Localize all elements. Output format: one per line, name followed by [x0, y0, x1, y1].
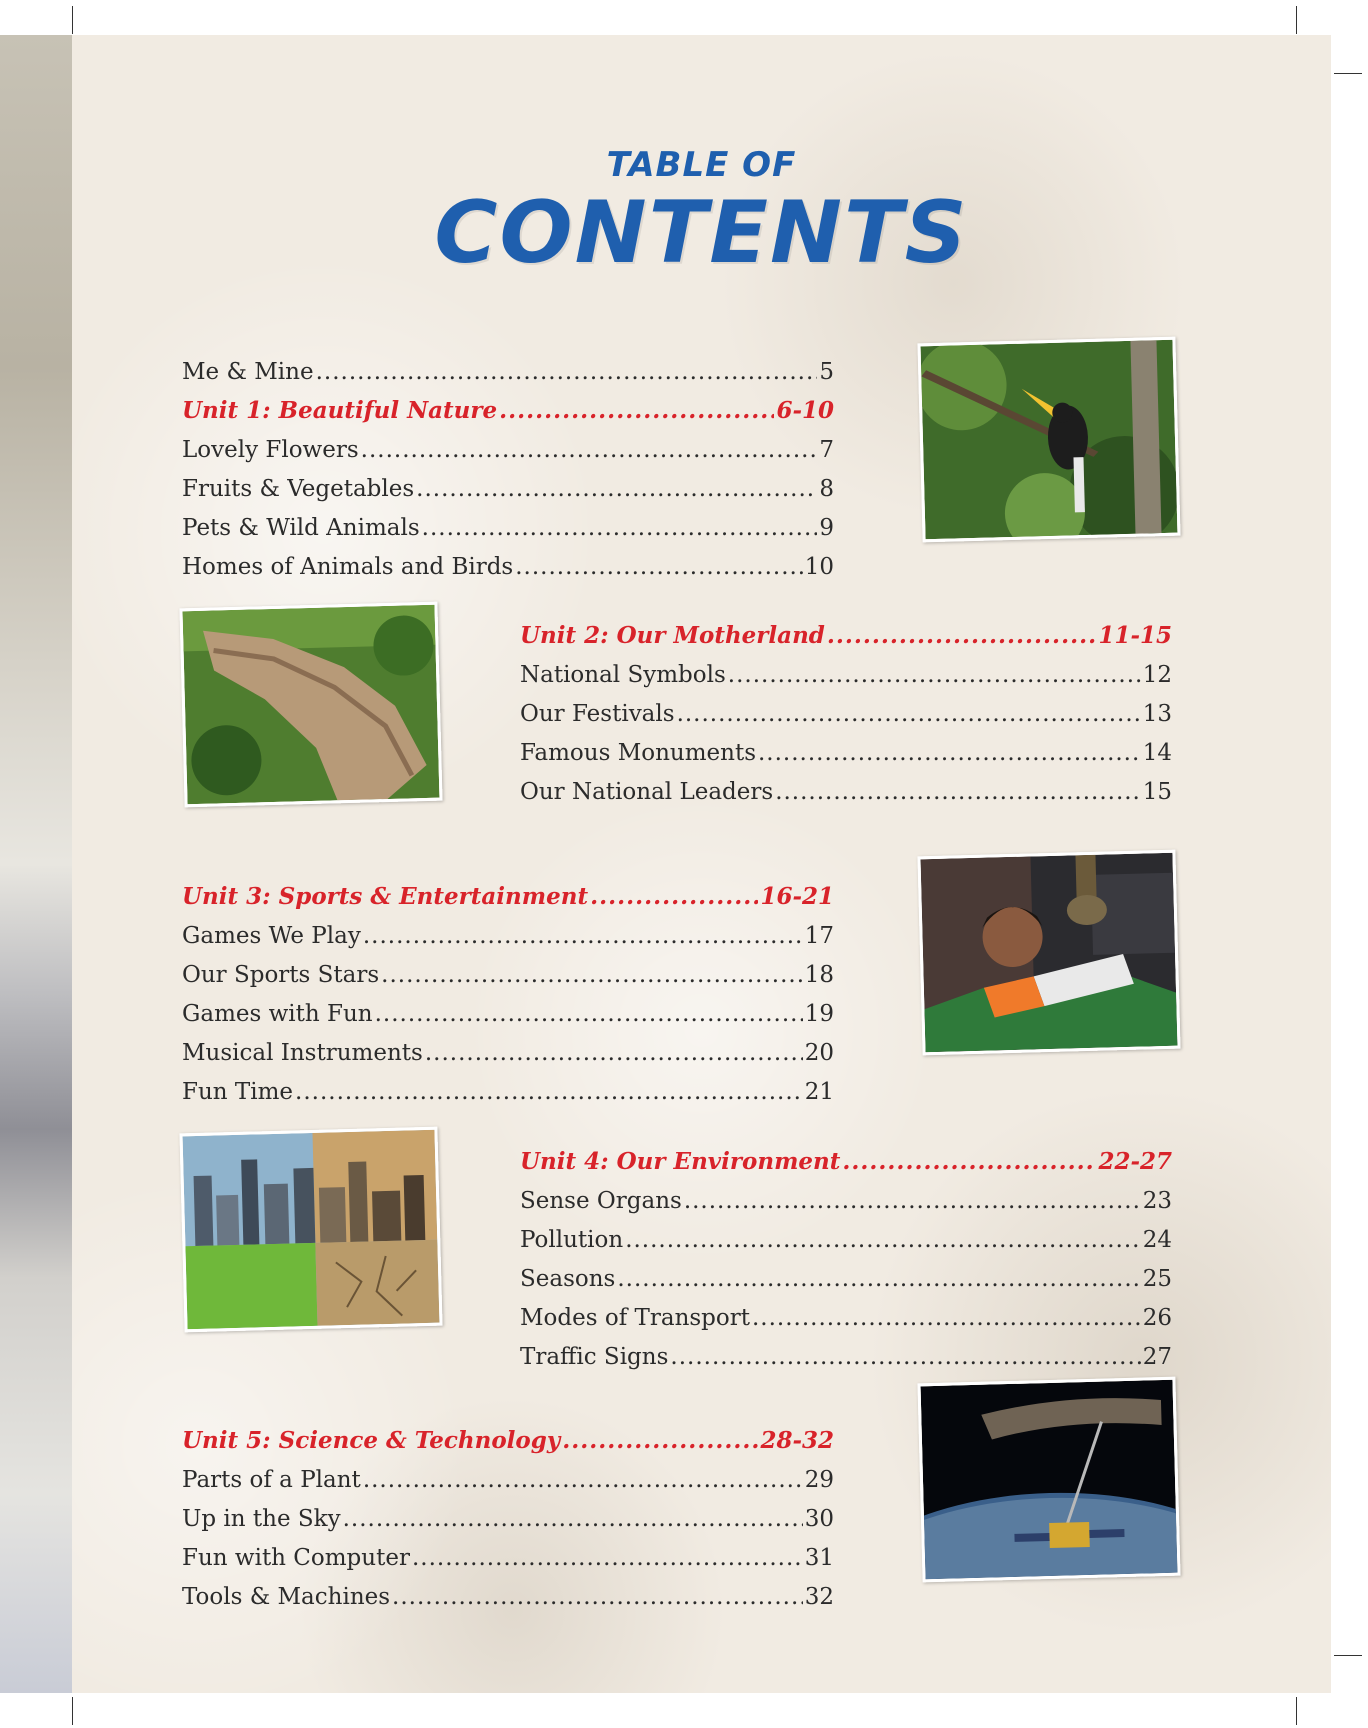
toc-entry-page: 5 — [819, 359, 834, 385]
crop-mark — [1334, 73, 1362, 74]
toc-entry-label: Our Festivals — [520, 701, 675, 727]
toc-leader — [752, 1301, 1141, 1335]
toc-entry-label: Seasons — [520, 1266, 616, 1292]
fort-photo — [179, 602, 442, 808]
crop-mark — [1296, 1697, 1297, 1725]
toc-entry-page: 6-10 — [776, 397, 834, 424]
toc-entry[interactable] — [182, 472, 834, 506]
toc-entry-page: 31 — [804, 1545, 834, 1571]
adjacent-page-strip — [0, 35, 72, 1693]
toc-entry[interactable] — [182, 1075, 834, 1109]
toc-leader — [363, 1463, 803, 1497]
toc-entry[interactable] — [520, 1301, 1172, 1335]
toc-entry-label: Unit 3: Sports & Entertainment — [182, 883, 589, 910]
toc-entry-label: Fun with Computer — [182, 1545, 410, 1571]
toc-entry-page: 16-21 — [760, 883, 834, 910]
contents-page — [72, 35, 1331, 1693]
toc-leader — [842, 1145, 1096, 1179]
toc-entry-label: Lovely Flowers — [182, 437, 359, 463]
toc-entry[interactable] — [520, 658, 1172, 692]
toc-leader — [499, 394, 774, 428]
toc-leader — [412, 1541, 803, 1575]
toc-entry-page: 19 — [804, 1001, 834, 1027]
toc-leader — [684, 1184, 1141, 1218]
toc-unit-heading[interactable] — [182, 394, 834, 428]
toc-entry-page: 18 — [804, 962, 834, 988]
toc-entry-label: Games We Play — [182, 923, 361, 949]
toc-entry[interactable] — [182, 1580, 834, 1614]
toc-entry-page: 30 — [804, 1506, 834, 1532]
crop-mark — [72, 6, 73, 34]
toc-entry[interactable] — [182, 1463, 834, 1497]
toc-entry-label: Fruits & Vegetables — [182, 476, 415, 502]
toc-leader — [363, 919, 803, 953]
city-environment-photo — [179, 1127, 442, 1333]
toc-entry-page: 9 — [819, 515, 834, 541]
toc-leader — [381, 958, 803, 992]
toc-entry-page: 28-32 — [760, 1427, 834, 1454]
toc-leader — [617, 1262, 1140, 1296]
toc-leader — [758, 736, 1141, 770]
satellite-earth-photo — [917, 1377, 1180, 1583]
crop-mark — [72, 1697, 73, 1725]
toc-leader — [590, 880, 758, 914]
toc-entry[interactable] — [520, 1223, 1172, 1257]
toc-entry-page: 10 — [804, 554, 834, 580]
toc-entry-page: 7 — [819, 437, 834, 463]
toc-entry-page: 26 — [1142, 1305, 1172, 1331]
toc-entry[interactable] — [182, 958, 834, 992]
toc-entry[interactable] — [520, 736, 1172, 770]
toc-entry[interactable] — [182, 355, 834, 389]
toc-entry[interactable] — [520, 1340, 1172, 1374]
toc-entry-page: 23 — [1142, 1188, 1172, 1214]
toc-entry-label: Homes of Animals and Birds — [182, 554, 514, 580]
toc-entry-page: 22-27 — [1098, 1148, 1172, 1175]
toc-entry-label: Unit 4: Our Environment — [520, 1148, 841, 1175]
toc-entry-label: Games with Fun — [182, 1001, 373, 1027]
toc-entry-label: Our Sports Stars — [182, 962, 380, 988]
crop-mark — [1334, 1655, 1362, 1656]
toc-entry[interactable] — [182, 511, 834, 545]
toc-leader — [316, 355, 818, 389]
toc-entry-page: 20 — [804, 1040, 834, 1066]
toc-leader — [827, 619, 1097, 653]
crop-mark — [1296, 6, 1297, 34]
toc-entry[interactable] — [520, 697, 1172, 731]
toc-entry-label: Pets & Wild Animals — [182, 515, 420, 541]
toc-leader — [343, 1502, 803, 1536]
toc-leader — [562, 1424, 758, 1458]
toc-entry-page: 17 — [804, 923, 834, 949]
toc-entry-page: 8 — [819, 476, 834, 502]
toc-entry[interactable] — [182, 550, 834, 584]
toc-leader — [375, 997, 803, 1031]
toc-entry[interactable] — [182, 997, 834, 1031]
toc-entry-label: Unit 1: Beautiful Nature — [182, 397, 498, 424]
toc-entry-label: Me & Mine — [182, 359, 314, 385]
toc-leader — [775, 775, 1141, 809]
toc-entry[interactable] — [520, 1262, 1172, 1296]
toc-entry-label: Tools & Machines — [182, 1584, 391, 1610]
toc-entry-label: Sense Organs — [520, 1188, 682, 1214]
toc-entry-label: Unit 2: Our Motherland — [520, 622, 825, 649]
toc-entry-label: Traffic Signs — [520, 1344, 669, 1370]
toc-entry[interactable] — [182, 1036, 834, 1070]
toc-entry[interactable] — [182, 1541, 834, 1575]
toc-entry-label: Musical Instruments — [182, 1040, 423, 1066]
toc-entry[interactable] — [182, 919, 834, 953]
toc-leader — [625, 1223, 1141, 1257]
toc-entry-page: 27 — [1142, 1344, 1172, 1370]
toc-entry[interactable] — [182, 1502, 834, 1536]
toc-leader — [425, 1036, 803, 1070]
toc-entry-label: Famous Monuments — [520, 740, 756, 766]
toc-entry-label: Up in the Sky — [182, 1506, 341, 1532]
title-line-1: TABLE OF — [606, 145, 797, 185]
toc-entry[interactable] — [520, 775, 1172, 809]
toc-entry-label: Our National Leaders — [520, 779, 774, 805]
toc-entry[interactable] — [520, 1184, 1172, 1218]
toc-leader — [728, 658, 1141, 692]
toc-entry-label: Modes of Transport — [520, 1305, 750, 1331]
toc-leader — [416, 472, 817, 506]
toc-entry-label: National Symbols — [520, 662, 726, 688]
toc-entry[interactable] — [182, 433, 834, 467]
toc-entry-page: 25 — [1142, 1266, 1172, 1292]
toc-unit-heading[interactable] — [182, 1424, 834, 1458]
toc-leader — [677, 697, 1141, 731]
toc-entry-page: 29 — [804, 1467, 834, 1493]
toc-entry-page: 24 — [1142, 1227, 1172, 1253]
toc-entry-label: Parts of a Plant — [182, 1467, 361, 1493]
toc-entry-page: 14 — [1142, 740, 1172, 766]
toc-entry-page: 32 — [804, 1584, 834, 1610]
toc-entry-page: 11-15 — [1098, 622, 1172, 649]
hornbill-photo — [917, 337, 1180, 543]
toc-unit-heading[interactable] — [520, 1145, 1172, 1179]
toc-leader — [515, 550, 802, 584]
toc-unit-heading[interactable] — [182, 880, 834, 914]
title-line-2: CONTENTS — [434, 183, 969, 283]
toc-entry-label: Unit 5: Science & Technology — [182, 1427, 561, 1454]
toc-entry-page: 21 — [804, 1079, 834, 1105]
toc-entry-page: 13 — [1142, 701, 1172, 727]
toc-entry-label: Pollution — [520, 1227, 624, 1253]
toc-leader — [670, 1340, 1140, 1374]
toc-leader — [392, 1580, 803, 1614]
toc-entry-page: 12 — [1142, 662, 1172, 688]
athlete-trophy-photo — [917, 850, 1180, 1056]
toc-entry-label: Fun Time — [182, 1079, 294, 1105]
toc-entry-page: 15 — [1142, 779, 1172, 805]
toc-unit-heading[interactable] — [520, 619, 1172, 653]
toc-leader — [422, 511, 818, 545]
toc-leader — [295, 1075, 803, 1109]
toc-leader — [361, 433, 818, 467]
